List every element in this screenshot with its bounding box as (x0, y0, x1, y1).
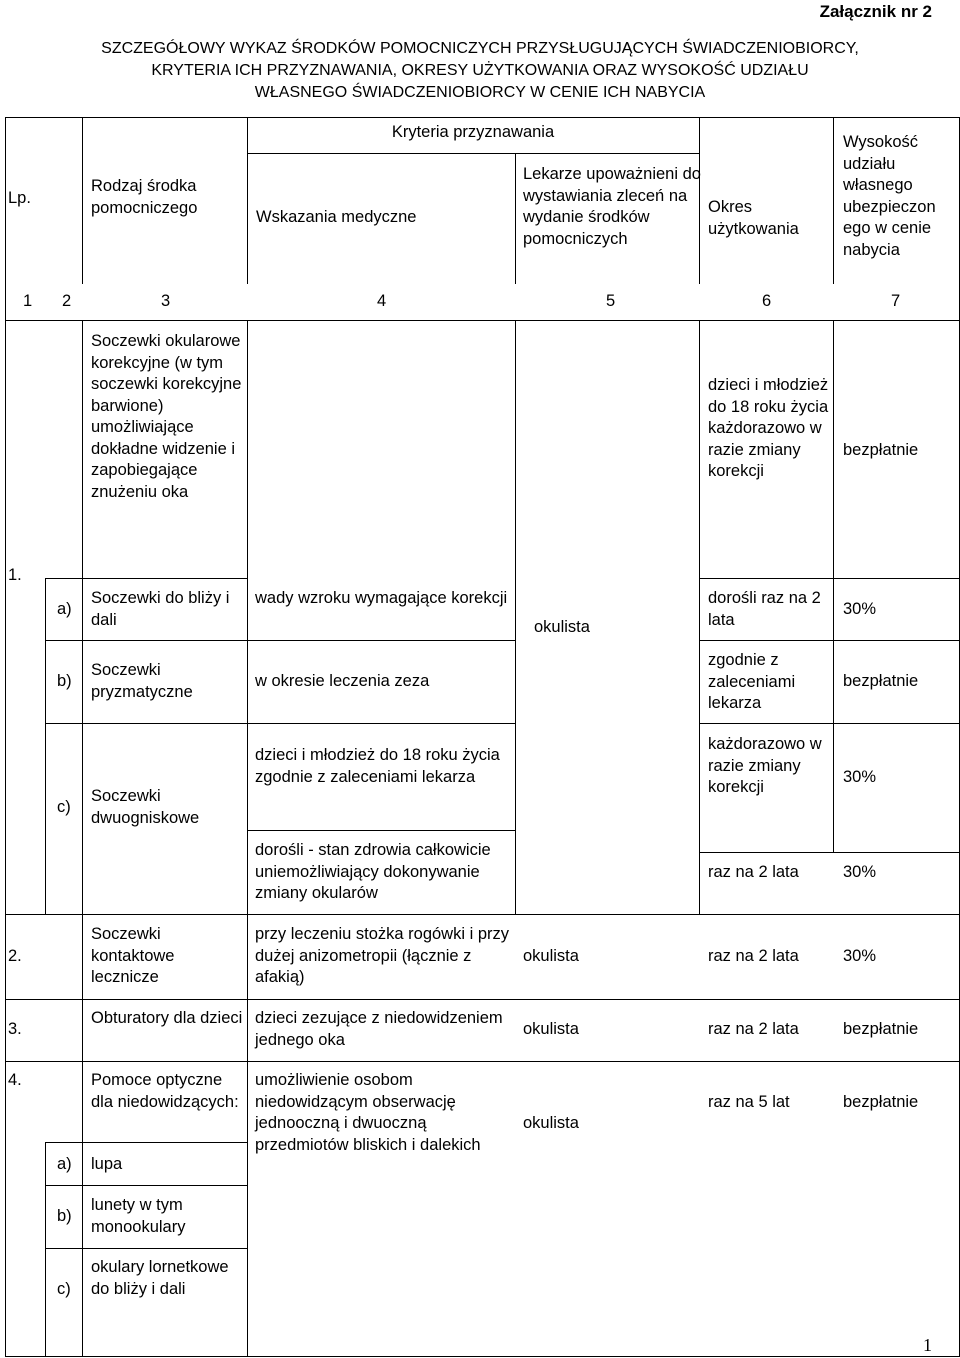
row3-lp: 3. (8, 1020, 22, 1038)
row1b-name: Soczewki pryzmatyczne (91, 661, 193, 701)
col-number: 6 (762, 292, 772, 310)
row1a-share: 30% (843, 600, 877, 618)
row1a-period: dorośli raz na 2 lata (708, 589, 821, 629)
header-period: Okres użytkowania (708, 198, 799, 238)
page-number: 1 (923, 1335, 932, 1355)
col-number: 4 (377, 292, 387, 310)
row3-period: raz na 2 lata (708, 1020, 799, 1038)
row4-doctor: okulista (523, 1114, 579, 1132)
col-number: 3 (161, 292, 171, 310)
row1b-share: bezpłatnie (843, 672, 919, 690)
row1-name: Soczewki okularowe korekcyjne (w tym soczewki korekcyjne barwione) umożliwiające dokładne widzenie i zapobiegające znużeniu oka (91, 332, 242, 501)
col-number: 5 (606, 292, 616, 310)
row4c-name: okulary lornetkowe do bliży i dali (91, 1258, 229, 1298)
col-number: 1 (23, 292, 33, 310)
row1-doctor: okulista (534, 618, 590, 636)
row4a-name: lupa (91, 1155, 123, 1173)
row4b-letter: b) (57, 1207, 72, 1225)
row1b-letter: b) (57, 672, 72, 690)
row1c-period-2: raz na 2 lata (708, 863, 799, 881)
header-criteria: Kryteria przyznawania (391, 123, 555, 141)
attachment-label: Załącznik nr 2 (819, 2, 932, 21)
row4-indication: umożliwienie osobom niedowidzącym obserwację jednooczną i dwuoczną przedmiotów bliskich i dalekich (255, 1071, 481, 1154)
row1c-period-1: każdorazowo w razie zmiany korekcji (708, 735, 822, 796)
row2-indication: przy leczeniu stożka rogówki i przy dużej anizometropii (łącznie z afakią) (255, 925, 510, 986)
row4b-name: lunety w tym monookulary (91, 1196, 186, 1236)
row1-period-children: dzieci i młodzież do 18 roku życia każdorazowo w razie zmiany korekcji (708, 376, 829, 480)
row1c-name: Soczewki dwuogniskowe (91, 787, 200, 827)
row1c-letter: c) (57, 798, 71, 816)
row1a-name: Soczewki do bliży i dali (91, 589, 230, 629)
col-number: 2 (62, 292, 72, 310)
document-title (0, 38, 960, 104)
title-line: WŁASNEGO ŚWIADCZENIOBIORCY W CENIE ICH NABYCIA (254, 84, 706, 101)
row3-name: Obturatory dla dzieci (91, 1009, 243, 1027)
row1a-letter: a) (57, 600, 72, 618)
row4-lp: 4. (8, 1071, 22, 1089)
header-share: Wysokość udziału własnego ubezpieczon ego w cenie nabycia (843, 133, 936, 259)
header-doctors: Lekarze upoważnieni do wystawiania zleceń na wydanie środków pomocniczych (523, 165, 701, 248)
row1-lp: 1. (8, 566, 22, 584)
row2-doctor: okulista (523, 947, 579, 965)
row3-indication: dzieci zezujące z niedowidzeniem jednego oka (255, 1009, 503, 1049)
row3-share: bezpłatnie (843, 1020, 919, 1038)
title-line: KRYTERIA ICH PRZYZNAWANIA, OKRESY UŻYTKOWANIA ORAZ WYSOKOŚĆ UDZIAŁU (151, 62, 809, 79)
row1c-share-2: 30% (843, 863, 877, 881)
row2-lp: 2. (8, 947, 22, 965)
row4c-letter: c) (57, 1280, 71, 1298)
col-number: 7 (891, 292, 901, 310)
row1-share-children: bezpłatnie (843, 441, 919, 459)
row4-period: raz na 5 lat (708, 1093, 790, 1111)
row4-name: Pomoce optyczne dla niedowidzących: (91, 1071, 239, 1111)
header-lp: Lp. (8, 189, 31, 207)
row1b-period: zgodnie z zaleceniami lekarza (708, 651, 796, 712)
row1c-share-1: 30% (843, 768, 877, 786)
row4a-letter: a) (57, 1155, 72, 1173)
row1c-indication-1: dzieci i młodzież do 18 roku życia zgodnie z zaleceniami lekarza (255, 746, 500, 786)
header-indications: Wskazania medyczne (256, 208, 417, 226)
row2-share: 30% (843, 947, 877, 965)
row2-period: raz na 2 lata (708, 947, 799, 965)
row4-share: bezpłatnie (843, 1093, 919, 1111)
title-line: SZCZEGÓŁOWY WYKAZ ŚRODKÓW POMOCNICZYCH PRZYSŁUGUJĄCYCH ŚWIADCZENIOBIORCY, (101, 40, 859, 57)
row3-doctor: okulista (523, 1020, 579, 1038)
row1c-indication-2: dorośli - stan zdrowia całkowicie uniemożliwiający dokonywanie zmiany okularów (255, 841, 491, 902)
row2-name: Soczewki kontaktowe lecznicze (91, 925, 175, 986)
header-type: Rodzaj środka pomocniczego (91, 177, 198, 217)
row1a-indication: wady wzroku wymagające korekcji (255, 589, 508, 607)
row1b-indication: w okresie leczenia zeza (255, 672, 430, 690)
